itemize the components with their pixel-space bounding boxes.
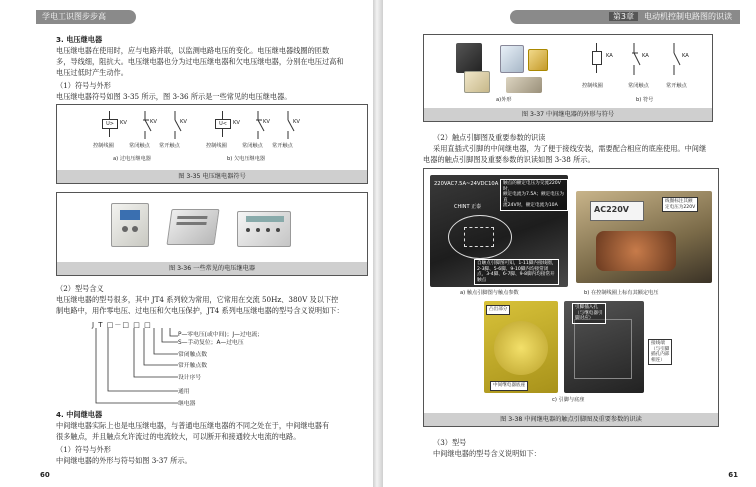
right-page: [383, 0, 756, 487]
paragraph-line: 电压过低时产生动作。: [56, 68, 128, 77]
symbol-caption: 常开触点: [159, 143, 180, 149]
subfigure-label: a)外形: [496, 97, 512, 103]
subsection-heading: （2）触点引脚图及重要参数的识读: [433, 133, 546, 142]
model-item: 继电器: [178, 401, 196, 407]
socket-top-annotation: 凸出部分: [486, 305, 510, 315]
ka-label: KA: [682, 53, 689, 59]
coil-symbol: [592, 51, 602, 65]
left-page: [0, 0, 373, 487]
paragraph-line: 电器的触点引脚图及重要参数的识读如图 3-38 所示。: [423, 155, 595, 164]
paragraph-line: 多，导线细，阻抗大。电压继电器也分为过电压继电器和欠电压继电器，分别在电压过高和: [56, 57, 344, 66]
paragraph-line: 中间继电器实际上也是电压继电器，与普通电压继电器的不同之处在于，中间继电器有: [56, 421, 330, 430]
figure-caption: 图 3-35 电压继电器符号: [57, 170, 367, 183]
coil-symbol: U<: [215, 119, 231, 129]
coil-voltage-annotation: 线圈标注其额 定电压为220V: [662, 197, 698, 212]
paragraph-line: 采用直插式引脚的中间继电器，为了便于接线安装，需要配合相应的底座使用。中间继: [433, 144, 707, 153]
pin-diagram-annotation: 自触点引脚图可知，1-11脚内接线圈， 2-3脚、5-6脚、9-10脚内均接常闭 点，3-4脚、6-7脚、9-8脚内均接常开 触点: [474, 259, 559, 285]
symbol-caption: 常闭触点: [129, 143, 150, 149]
section-intermediate-relay-title: 4. 中间继电器: [56, 410, 103, 419]
paragraph-line: 电压继电器在使用时，应与电路并联，以监测电路电压的变化。电压继电器线圈的匝数: [56, 46, 330, 55]
kv-label: KV: [150, 119, 157, 125]
symbol-caption: 控制线圈: [93, 143, 114, 149]
figure-3-36: [56, 192, 368, 276]
rated-current-annotation: 触点的额定电压为交流220V时， 额定电流为7.5A；额定电压为直 流24V时，额定电流为10A: [500, 179, 568, 211]
subsection-heading: （1）符号与外形: [56, 81, 111, 90]
paragraph-line: 电压继电器的型号很多，其中 JT4 系列较为常用，它常用在交流 50Hz、380V 及以下控: [56, 295, 339, 304]
model-code: J T □－□ □ □: [92, 321, 152, 329]
ka-label: KA: [642, 53, 649, 59]
figure-caption: 图 3-37 中间继电器的外形与符号: [424, 108, 712, 121]
paragraph-line: 中间继电器的型号含义说明如下：: [433, 449, 541, 458]
paragraph-line: 很多触点，并且触点允许流过的电流较大，可以断开和接通较大电流的电路。: [56, 432, 301, 441]
model-item: 设计序号: [178, 375, 202, 381]
socket-photo-front: [484, 301, 558, 393]
page-number: 60: [40, 471, 50, 479]
relay-photo-yellow: [528, 49, 548, 71]
left-running-header: 学电工识图步步高: [36, 10, 136, 24]
brand-label: CHINT 正泰: [454, 204, 482, 210]
model-item: P—零电压(或中间)；J—过电流；: [178, 332, 264, 338]
relay-coil-photo: [576, 191, 712, 283]
section-voltage-relay-title: 3. 电压继电器: [56, 35, 103, 44]
paragraph-line: 中间继电器的外形与符号如图 3-37 所示。: [56, 456, 192, 465]
figure-caption: 图 3-36 一些常见的电压继电器: [57, 262, 367, 275]
subfigure-label: b) 符号: [636, 97, 654, 103]
contact-symbols: [139, 111, 199, 139]
model-item: 常闭触点数: [178, 352, 207, 358]
figure-3-37: [423, 34, 713, 122]
kv-label: KV: [263, 119, 270, 125]
relay-pin-photo: [430, 175, 568, 287]
subsection-heading: （1）符号与外形: [56, 445, 111, 454]
kv-label: KV: [293, 119, 300, 125]
figure-caption: 图 3-38 中间继电器的触点引脚图及重要参数的识读: [424, 413, 718, 426]
figure-3-35: [56, 104, 368, 184]
figure-3-38: [423, 168, 719, 427]
socket-bottom-annotation: 中间继电器底座: [490, 381, 528, 391]
relay-rating-label: 220VAC7.5A~24VDC10A: [434, 181, 499, 187]
model-code-leaders: [90, 328, 180, 410]
symbol-caption: 常闭触点: [628, 83, 649, 89]
page-number: 61: [728, 471, 738, 479]
subsection-heading: （2）型号含义: [56, 284, 104, 293]
relay-photo-base: [506, 77, 542, 93]
model-item: 通用: [178, 389, 190, 395]
model-item: 常开触点数: [178, 363, 207, 369]
right-running-header: [510, 10, 740, 24]
symbol-caption: 控制线圈: [582, 83, 603, 89]
symbol-caption: 常开触点: [666, 83, 687, 89]
chapter-number: 第3章: [609, 12, 638, 21]
contact-symbols: [624, 43, 704, 75]
relay-photo-black: [456, 43, 482, 73]
subfigure-label: b) 欠电压继电器: [227, 156, 266, 162]
socket-photo-back: [564, 301, 644, 393]
model-item: S—手动复位；A—过电压: [178, 340, 244, 346]
ka-label: KA: [606, 53, 613, 59]
socket-hole-annotation: 引脚插入孔 （与继电器引 脚对应）: [572, 303, 606, 324]
paragraph-line: 电压继电器符号如图 3-35 所示，图 3-36 所示是一些常见的电压继电器。: [56, 92, 292, 101]
symbol-caption: 控制线圈: [206, 143, 227, 149]
symbol-caption: 常闭触点: [242, 143, 263, 149]
relay-photo-3: [237, 211, 291, 247]
chapter-title: 电动机控制电路图的识读: [644, 12, 732, 21]
subfigure-label: c) 引脚与底座: [552, 397, 585, 403]
subfigure-label: b) 在控制线圈上标有其额定电压: [584, 290, 659, 296]
relay-photo-1: [111, 203, 149, 247]
terminal-annotation: 接线端 （与引脚 插孔内部 相连）: [648, 339, 672, 365]
kv-label: KV: [120, 120, 127, 126]
subfigure-label: a) 过电压继电器: [113, 156, 151, 162]
book-gutter: [373, 0, 383, 487]
subfigure-label: a) 触点引脚图与触点参数: [460, 290, 519, 296]
coil-symbol: U>: [102, 119, 118, 129]
relay-photo-2: [166, 209, 219, 245]
symbol-caption: 常开触点: [272, 143, 293, 149]
coil-voltage-label: AC220V: [594, 205, 629, 214]
subsection-heading: （3）型号: [433, 438, 467, 447]
paragraph-line: 制电路中，用作零电压、过电压和欠电压保护，JT4 系列电压继电器的型号含义说明如下：: [56, 306, 344, 315]
kv-label: KV: [180, 119, 187, 125]
relay-photo-cream: [464, 71, 490, 93]
contact-symbols: [252, 111, 312, 139]
relay-photo-clear: [500, 45, 524, 73]
kv-label: KV: [233, 120, 240, 126]
